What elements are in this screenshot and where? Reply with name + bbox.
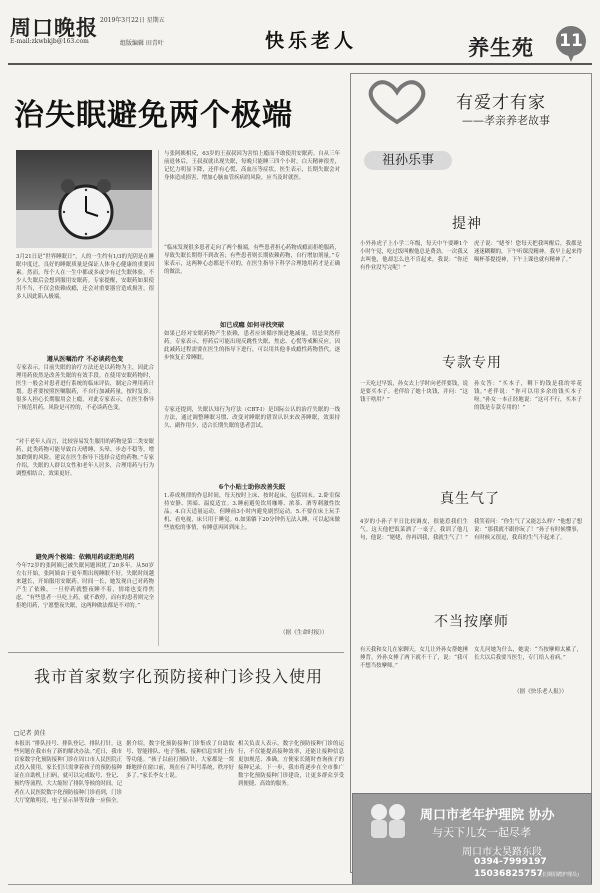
heart-illustration [362, 78, 432, 126]
header-editor: 组版编辑 田青叶 [120, 40, 164, 47]
article-subhead-2: 避免两个极端：依赖用药或拒绝用药 [35, 554, 135, 561]
ad-address: 周口市太昊路东段 [462, 847, 542, 858]
story-3-left: 4岁的小孙子平日比较调皮，很能惹我们生气。这天他把饭菜洒了一桌子，我训了他几句，他说：“姥姥，你再训我，我就生气了！” [360, 519, 468, 542]
bottom-col-1: 本报讯 “排队挂号、排队登记、排队打针，这些问题在我市有了新的解决办法。”近日，我市首家数字化预防接种门诊在周口市人民医院正式投入使用，家长们只需拿着孩子的预防接种证在自助机上扫码，就可以完成取号、登记、预约等流程，大大缩短了排队等候的时间。记者在人民医院数字化预防接种门诊看到，门诊大厅宽敞明亮，电子显示屏等设备一应俱全。 [14, 741, 122, 804]
story-column-box [350, 73, 592, 873]
story-title-1: 提神 [452, 216, 482, 232]
article-mid-body-4: 专家还提到，失眠认知行为疗法（CBT-I）是国际公认的治疗失眠的一线方法，通过调整睡眠习惯、改变对睡眠的错误认识来改善睡眠，效果持久、副作用少，适合长期失眠的患者尝试。 [164, 407, 340, 430]
story-1-left: 小外孙虎子上小学二年级，每天中午要睡1个小时午觉，吃过饭叫醒他总是费劲。一次我又去叫他，他却怎么也不肯起来，我说：“你还有作业没写完呢！” [360, 241, 468, 272]
story-source: （据《快乐老人报》） [514, 689, 568, 695]
ad-note: (长期招聘护理员) [540, 872, 579, 878]
column-divider [158, 150, 159, 646]
bottom-col-3: 相关负责人表示，数字化预防接种门诊的运行，不仅能提高接种效率，还能让接种信息更加规范、准确，方便家长随时查询孩子的接种记录。下一步，我市将逐步在全市推广数字化预防接种门诊建设，让更多群众享受到便捷、高效的服务。 [238, 741, 344, 788]
story-title-4: 不当按摩师 [434, 614, 509, 630]
section-title: 快乐老人 [265, 30, 358, 52]
header-email: E-mail:zkwbkjb@163.com [10, 38, 89, 45]
article-lead: 3月21日是“世界睡眠日”，人的一生约有1/3的光阴是在睡眠中度过，良好的睡眠质量是保证人体身心健康的重要因素。然而，每个人在一生中都或多或少有过失眠体验，不少人失眠后会想到服用安眠药。专家提醒，安眠药如果使用不当，不仅会依赖成瘾，还会对重要器官造成损害，很多人因此陷入极端。 [16, 254, 154, 301]
bottom-article-title: 我市首家数字化预防接种门诊投入使用 [34, 667, 324, 686]
header-divider [8, 63, 592, 65]
heart-icon [362, 78, 432, 126]
article-mid-quote: “临床发现很多患者走向了两个极端，有些患者担心药物成瘾而拒绝服药，导致失眠长期得不到改善；有些患者则长期依赖药物，自行增加剂量。”专家表示，这两种心态都是不对的，在医生指导下科学合理地用药才是正确的做法。 [164, 245, 340, 276]
story-4-right: 女儿问她为什么，她说：“当按摩师太累了，长大以后我要当医生，专门给人看病。” [474, 647, 582, 662]
story-1-right: 虎子说：“姥爷！您每天把我叫醒后，我都是迷迷糊糊的，下午听课没精神。我早上起来得喝杯茶提提神，下午上课也就有精神了。” [474, 241, 582, 264]
article-body-1b: “对于老年人而言，比较容易发生服用的药物是第二类安眠药，此类药物可能导致白天嗜睡、头晕、步态不稳等，增加跌倒的风险，建议在医生指导下选择合适的药物。”专家介绍，失眠的人群以女性和老年人居多，合理用药与行为调整相结合，效果更好。 [16, 439, 154, 478]
story-tag: 祖孙乐事 [364, 151, 452, 170]
story-3-right: 我笑着问：“你生气了又能怎么样？”他想了想说：“那我就不跟你玩了！”孙子有时候懂事，有时候又很逗，我真的生气不起来了。 [474, 519, 582, 542]
article-subhead-1: 遵从医嘱治疗 不必谈药色变 [46, 356, 124, 363]
article-body-2: 今年72岁的张阿姨已被失眠问题困扰了20多年。从50岁左右开始，张阿姨由于更年期出现睡眠不好，失眠时间越来越长，开始服用安眠药。时间一长，她发现自己对药物产生了依赖，一旦停药就整夜睡不着，情绪也变得焦虑。“有些患者一旦吃上药，就不敢停，而有的患者则完全拒绝用药，宁愿整夜失眠，这两种做法都是不对的。” [16, 563, 154, 610]
story-column-title: 有爱才有家 [456, 93, 546, 113]
story-column-subtitle: ——孝亲养老故事 [462, 114, 550, 127]
story-2-left: 一天吃过早饭，孙女去上学时向老伴要钱，说是要买本子。老伴给了她十块钱，并问：“这钱干啥用？” [360, 381, 468, 404]
issue-date: 2019年3月22日 星期五 [100, 17, 165, 24]
bottom-divider [8, 652, 344, 653]
footer-rule [8, 884, 592, 885]
ad-title: 周口市老年护理院 协办 [420, 808, 555, 823]
bottom-col-2: 据介绍，数字化预防接种门诊集成了自助取号、智能排队、电子签核、接种信息实时上传等功能。“孩子以前打预防针，大家都是一窝蜂地挤在窗口前，现在有了叫号系统，秩序好多了。”家长李女士说。 [126, 741, 234, 780]
article-headline: 治失眠避免两个极端 [14, 98, 293, 133]
ad-phone-1: 0394-7999197 [474, 857, 547, 867]
story-title-2: 专款专用 [442, 355, 502, 371]
tips-title: 6个小贴士助你改善失眠 [218, 484, 286, 491]
article-body-1: 专家表示，目前失眠的治疗方法还是以药物为主，因此合理用药依然是改善失眠的有效手段。在使用安眠药物时，医生一般会对患者进行系统的临床评估，制定合理用药计划。患者要按照医嘱服药，不自行加减药量，按时复诊。很多人担心长期服用会上瘾，对此专家表示，在医生指导下规范用药，风险是可控的，不必谈药色变。 [16, 365, 154, 412]
alarm-clock-illustration [16, 150, 152, 248]
page-header [0, 0, 600, 66]
article-source: （据《生命时报》） [280, 630, 328, 636]
ad-slogan: 与天下儿女一起尽孝 [432, 826, 531, 839]
article-photo [16, 150, 152, 248]
tips-list: 1.养成规律的作息时间，每天按时上床、按时起床，包括周末。2.卧室保持安静、黑暗、温度适宜。3.睡前避免饮用咖啡、浓茶、酒等刺激性饮品。4.白天适量运动，但睡前3小时内避免剧烈运动。5.不要在床上玩手机、看电视，床只用于睡觉。6.如果躺下20分钟仍无法入睡，可以起床做些放松的事情，有睡意再回到床上。 [164, 493, 340, 532]
elderly-couple-illustration [364, 800, 412, 840]
bottom-byline: □记者 黄佳 [14, 730, 46, 737]
story-title-3: 真生气了 [440, 491, 500, 507]
article-mid-body-3: 如果已经对安眠药物产生依赖，患者应该循序渐进地减量，切忌突然停药。专家表示，停药后可能出现反跳性失眠、焦虑、心慌等戒断反应，因此减药过程需要在医生的指导下进行，可以用其他非成瘾性药物替代，逐步恢复正常睡眠。 [164, 331, 340, 362]
elderly-couple-icon [364, 800, 412, 840]
article-subhead-3: 如已成瘾 如何寻找突破 [219, 322, 285, 329]
story-4-left: 有天我和女儿在家聊天，女儿让外孙女帮她捶捶背。外孙女捶了两下就不干了，说：“我可不想当按摩师。” [360, 647, 468, 670]
newspaper-logo: 周口晚报 [10, 15, 98, 40]
column-title: 养生苑 [468, 35, 534, 60]
article-mid-col: 与张阿姨相反，63岁的王叔叔因为害怕上瘾而不敢使用安眠药。自从三年前退休后，王叔叔就出现失眠，每晚只能睡三四个小时，白天精神很差，记忆力明显下降，还伴有心慌、高血压等症状。医生表示，长期失眠会对身体造成损害，增加心脑血管疾病的风险，应当及时就医。 [164, 151, 340, 182]
story-2-right: 孙女答：“买本子，剩下的钱是我的零花钱。”老伴说：“你可以用多余的钱买本子呀。”孙女一本正经地说：“这可不行，买本子的钱是专款专用的！” [474, 381, 582, 412]
ad-phone-2: 15036825757 [474, 869, 543, 879]
page-number: 11 [556, 26, 586, 56]
